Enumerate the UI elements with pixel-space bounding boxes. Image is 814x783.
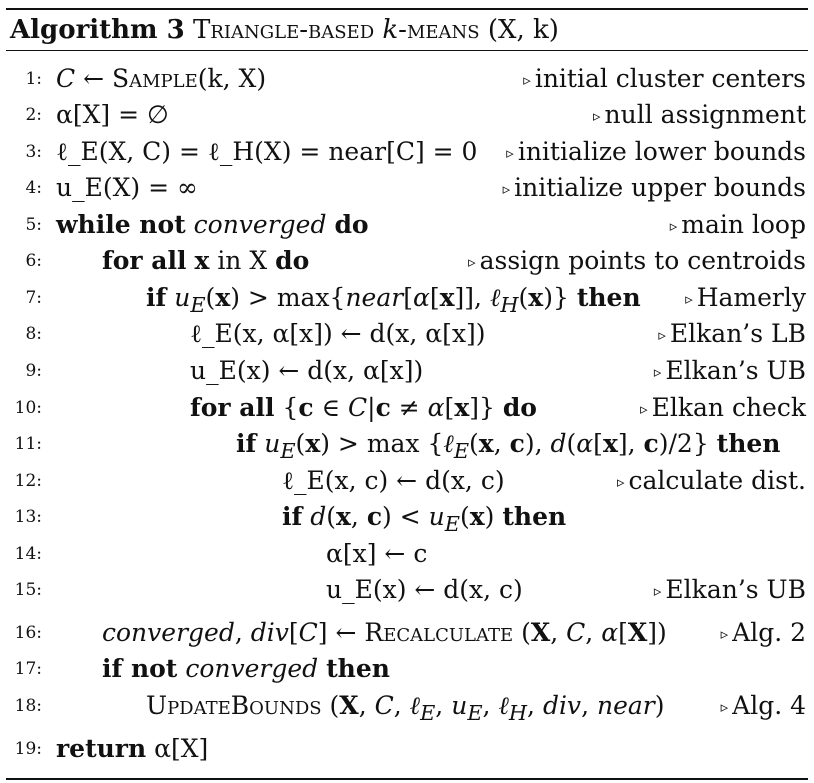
algo-line-3 bbox=[0, 135, 814, 169]
line-comment: ▹ Elkan’s UB bbox=[653, 575, 806, 604]
line-number: 17: bbox=[14, 659, 42, 679]
line-code: ℓ_E(X, C) = ℓ_H(X) = near[C] = 0 bbox=[56, 137, 478, 166]
algo-line-17 bbox=[0, 652, 814, 686]
algorithm-label: Algorithm 3 bbox=[10, 15, 185, 45]
algo-line-5 bbox=[0, 208, 814, 242]
line-number: 16: bbox=[14, 623, 42, 643]
line-code: for all x in X do bbox=[102, 246, 310, 275]
line-code: for all {c ∈ C|c ≠ α[x]} do bbox=[190, 393, 537, 422]
algo-line-12 bbox=[0, 464, 814, 498]
algo-line-16 bbox=[0, 616, 814, 650]
line-number: 13: bbox=[14, 507, 42, 527]
algo-line-14 bbox=[0, 537, 814, 571]
algo-line-13 bbox=[0, 500, 814, 534]
algorithm-k: k bbox=[382, 15, 399, 45]
line-code: α[X] = ∅ bbox=[56, 100, 169, 129]
line-number: 8: bbox=[25, 324, 42, 344]
algo-line-7 bbox=[0, 281, 814, 315]
bottom-rule bbox=[6, 778, 808, 780]
line-code: return α[X] bbox=[56, 734, 209, 763]
line-code: ℓ_E(x, α[x]) ← d(x, α[x]) bbox=[190, 319, 486, 348]
line-code: if $u_E(x) > \max$ {ℓ$_E$(x, c), d(α[x], c)/2} then bbox=[236, 429, 781, 463]
algo-line-2 bbox=[0, 98, 814, 132]
algorithm-name: Triangle-based bbox=[192, 15, 375, 45]
algo-line-4 bbox=[0, 171, 814, 205]
line-number: 10: bbox=[14, 398, 42, 418]
mid-rule bbox=[6, 50, 808, 51]
top-rule bbox=[6, 8, 808, 10]
line-code: if not converged then bbox=[102, 654, 390, 683]
line-code: u_E(x) ← d(x, c) bbox=[326, 575, 523, 604]
line-comment: ▹ null assignment bbox=[593, 100, 806, 129]
line-code: u_E(x) ← d(x, α[x]) bbox=[190, 356, 424, 385]
line-code: if d(x, $c) < u_E(x)$ then bbox=[282, 502, 567, 536]
algorithm-suffix: -means bbox=[398, 15, 480, 45]
line-comment: ▹ Elkan check bbox=[640, 393, 806, 422]
line-comment: ▹ initialize upper bounds bbox=[502, 173, 806, 202]
algo-line-10 bbox=[0, 391, 814, 425]
line-number: 6: bbox=[25, 251, 42, 271]
line-number: 5: bbox=[25, 215, 42, 235]
line-comment: ▹ Elkan’s UB bbox=[653, 356, 806, 385]
algo-line-8 bbox=[0, 317, 814, 351]
line-number: 3: bbox=[25, 142, 42, 162]
algorithm-caption bbox=[10, 14, 559, 46]
line-comment: ▹ initial cluster centers bbox=[523, 64, 806, 93]
line-number: 14: bbox=[14, 544, 42, 564]
line-code: α[x] ← c bbox=[326, 539, 428, 568]
line-number: 7: bbox=[25, 288, 42, 308]
line-number: 2: bbox=[25, 105, 42, 125]
line-number: 1: bbox=[25, 69, 42, 89]
algorithm-args: (X, k) bbox=[487, 15, 559, 45]
line-number: 4: bbox=[25, 178, 42, 198]
line-code: while not converged do bbox=[56, 210, 369, 239]
line-number: 15: bbox=[14, 580, 42, 600]
algo-line-19 bbox=[0, 732, 814, 766]
algo-line-11 bbox=[0, 427, 814, 461]
algo-line-15 bbox=[0, 573, 814, 607]
line-number: 9: bbox=[25, 361, 42, 381]
line-comment: ▹ assign points to centroids bbox=[468, 246, 806, 275]
line-comment: ▹ initialize lower bounds bbox=[506, 137, 806, 166]
line-code: UpdateBounds (X, C, ℓ$_E$, $u_E$, ℓ$_H$, div, near) bbox=[146, 691, 665, 725]
line-comment: ▹ Alg. 4 bbox=[720, 691, 806, 720]
algo-line-18 bbox=[0, 689, 814, 723]
line-code: C ← Sample(k, X) bbox=[56, 64, 267, 93]
line-code: converged, div[C] ← Recalculate (X, C, α[X]) bbox=[102, 618, 667, 647]
algo-line-1 bbox=[0, 62, 814, 96]
line-number: 18: bbox=[14, 696, 42, 716]
line-number: 12: bbox=[14, 471, 42, 491]
line-comment: ▹ Elkan’s LB bbox=[658, 319, 806, 348]
line-code: ℓ_E(x, c) ← d(x, c) bbox=[282, 466, 505, 495]
line-comment: ▹ main loop bbox=[669, 210, 806, 239]
line-comment: ▹ Hamerly bbox=[685, 283, 806, 312]
line-code: u_E(X) = ∞ bbox=[56, 173, 198, 202]
algo-line-9 bbox=[0, 354, 814, 388]
algo-line-6 bbox=[0, 244, 814, 278]
line-number: 19: bbox=[14, 739, 42, 759]
line-code: if $u_E(x)$ > max{near[α[x]], ℓ$_H$(x)} then bbox=[146, 283, 641, 317]
line-number: 11: bbox=[14, 434, 42, 454]
line-comment: ▹ Alg. 2 bbox=[720, 618, 806, 647]
line-comment: ▹ calculate dist. bbox=[616, 466, 806, 495]
